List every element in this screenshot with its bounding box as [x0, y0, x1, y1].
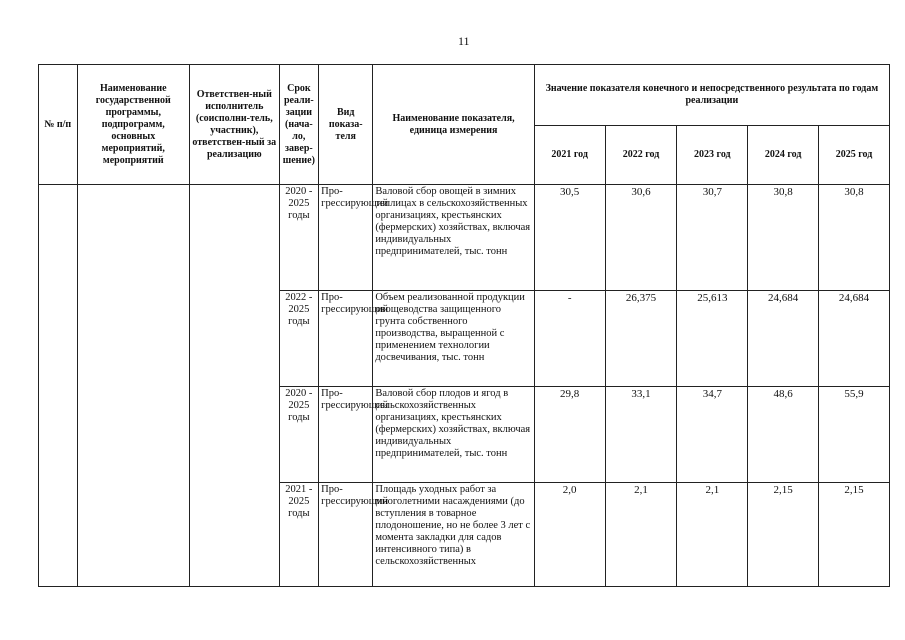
- table-row: [39, 185, 890, 291]
- cell-value-2022: 26,375: [605, 291, 677, 387]
- cell-value-2023: 2,1: [677, 483, 748, 587]
- cell-kind: Про-грессирующий: [319, 185, 373, 291]
- cell-value-2023: 34,7: [677, 387, 748, 483]
- cell-value-2024: 48,6: [748, 387, 819, 483]
- header-program: Наименование государственной программы, подпрограмм, основных мероприятий, мероприятий: [77, 65, 189, 185]
- cell-indicator: Валовой сбор плодов и ягод в сельскохозяйственных организациях, крестьянских (фермерских) хозяйствах, включая индивидуальных предпринимателей, тыс. тонн: [373, 387, 534, 483]
- cell-executor-empty: [190, 185, 280, 587]
- cell-value-2021: -: [534, 291, 605, 387]
- page-number: 11: [458, 34, 470, 48]
- header-indicator: Наименование показателя, единица измерения: [373, 65, 534, 185]
- cell-term: 2020 - 2025 годы: [279, 387, 319, 483]
- header-executor: Ответствен-ный исполнитель (соисполни-тель, участник), ответствен-ный за реализацию: [190, 65, 280, 185]
- cell-value-2025: 24,684: [819, 291, 890, 387]
- cell-num-empty: [39, 185, 78, 587]
- cell-value-2024: 24,684: [748, 291, 819, 387]
- cell-value-2024: 30,8: [748, 185, 819, 291]
- cell-value-2021: 30,5: [534, 185, 605, 291]
- cell-term: 2021 - 2025 годы: [279, 483, 319, 587]
- header-term: Срок реали-зации (нача-ло, завер-шение): [279, 65, 319, 185]
- cell-value-2021: 2,0: [534, 483, 605, 587]
- cell-value-2023: 25,613: [677, 291, 748, 387]
- cell-term: 2020 - 2025 годы: [279, 185, 319, 291]
- cell-indicator: Валовой сбор овощей в зимних теплицах в сельскохозяйственных организациях, крестьянских (фермерских) хозяйствах, включая индивидуальных предпринимателей, тыс. тонн: [373, 185, 534, 291]
- cell-program-empty: [77, 185, 189, 587]
- cell-value-2023: 30,7: [677, 185, 748, 291]
- cell-value-2022: 30,6: [605, 185, 677, 291]
- cell-indicator: Объем реализованной продукции овощеводства защищенного грунта собственного производства, выращенной с применением технологии досвечивания, тыс. тонн: [373, 291, 534, 387]
- cell-kind: Про-грессирующий: [319, 291, 373, 387]
- cell-indicator: Площадь уходных работ за многолетними насаждениями (до вступления в товарное плодоношение, но не более 3 лет с момента закладки для садов интенсивного типа) в сельскохозяйственных: [373, 483, 534, 587]
- header-year-2024: 2024 год: [748, 126, 819, 185]
- cell-value-2022: 2,1: [605, 483, 677, 587]
- cell-term: 2022 - 2025 годы: [279, 291, 319, 387]
- header-kind: Вид показа-теля: [319, 65, 373, 185]
- cell-value-2025: 55,9: [819, 387, 890, 483]
- cell-value-2022: 33,1: [605, 387, 677, 483]
- header-year-2023: 2023 год: [677, 126, 748, 185]
- indicators-table: [38, 64, 890, 587]
- header-year-2025: 2025 год: [819, 126, 890, 185]
- cell-kind: Про-грессирующий: [319, 483, 373, 587]
- cell-kind: Про-грессирующий: [319, 387, 373, 483]
- header-year-2021: 2021 год: [534, 126, 605, 185]
- header-num: № п/п: [39, 65, 78, 185]
- header-values-group: Значение показателя конечного и непосредственного результата по годам реализации: [534, 65, 889, 126]
- cell-value-2024: 2,15: [748, 483, 819, 587]
- cell-value-2025: 2,15: [819, 483, 890, 587]
- cell-value-2021: 29,8: [534, 387, 605, 483]
- cell-value-2025: 30,8: [819, 185, 890, 291]
- header-year-2022: 2022 год: [605, 126, 677, 185]
